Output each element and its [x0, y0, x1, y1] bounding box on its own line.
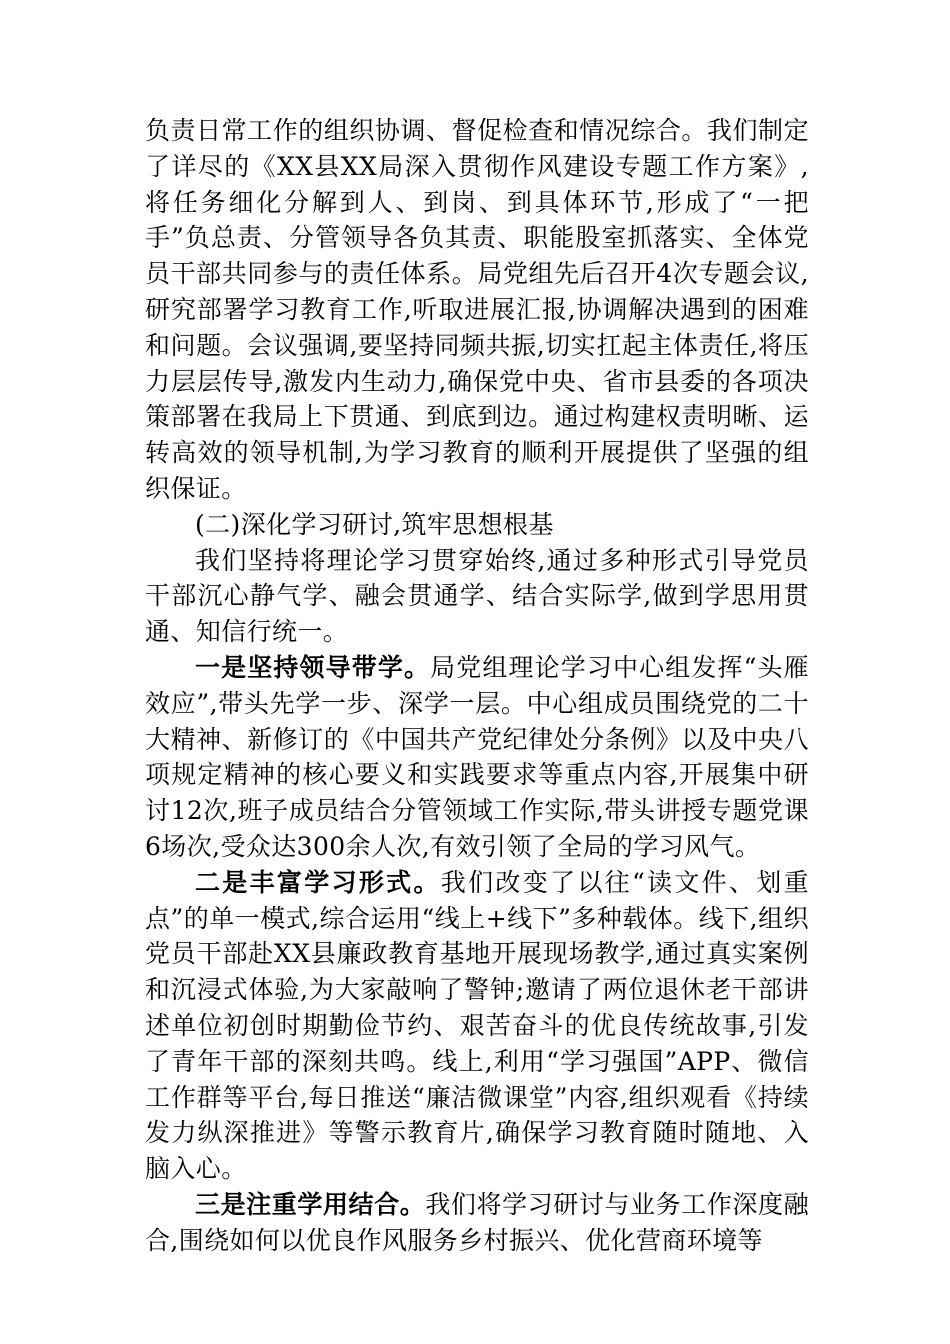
paragraph-theory-study	[145, 543, 809, 650]
paragraph-study-forms	[145, 865, 809, 1187]
paragraph-text: 我们将学习研讨与业务工作深度融合,围绕如何以优良作风服务乡村振兴、优化营商环境等	[145, 1189, 809, 1255]
section-heading-text: (二)深化学习研讨,筑牢思想根基	[195, 509, 554, 539]
paragraph-lead: 一是坚持领导带学。	[195, 652, 431, 682]
paragraph-lead: 二是丰富学习形式。	[195, 867, 441, 897]
paragraph-study-application	[145, 1187, 809, 1259]
document-page	[145, 113, 809, 1259]
paragraph-text: 我们改变了以往“读文件、划重点”的单一模式,综合运用“线上+线下”多种载体。线下,组织党员干部赴XX县廉政教育基地开展现场教学,通过真实案例和沉浸式体验,为大家敲响了警钟;邀请了两位退休老干部讲述单位初创时期勤俭节约、艰苦奋斗的优良传统故事,引发了青年干部的深刻共鸣。线上,利用“学习强国”APP、微信工作群等平台,每日推送“廉洁微课堂”内容,组织观看《持续发力纵深推进》等警示教育片,确保学习教育随时随地、入脑入心。	[145, 867, 809, 1184]
paragraph-text: 负责日常工作的组织协调、督促检查和情况综合。我们制定了详尽的《XX县XX局深入贯彻作风建设专题工作方案》,将任务细化分解到人、到岗、到具体环节,形成了“一把手”负总责、分管领导各负其责、职能股室抓落实、全体党员干部共同参与的责任体系。局党组先后召开4次专题会议,研究部署学习教育工作,听取进展汇报,协调解决遇到的困难和问题。会议强调,要坚持同频共振,切实扛起主体责任,将压力层层传导,激发内生动力,确保党中央、省市县委的各项决策部署在我局上下贯通、到底到边。通过构建权责明晰、运转高效的领导机制,为学习教育的顺利开展提供了坚强的组织保证。	[145, 116, 809, 503]
paragraph-text: 局党组理论学习中心组发挥“头雁效应”,带头先学一步、深学一层。中心组成员围绕党的二十大精神、新修订的《中国共产党纪律处分条例》以及中央八项规定精神的核心要义和实践要求等重点内容,开展集中研讨12次,班子成员结合分管领域工作实际,带头讲授专题党课6场次,受众达300余人次,有效引领了全局的学习风气。	[145, 652, 809, 861]
section-heading	[145, 507, 809, 543]
paragraph-text: 我们坚持将理论学习贯穿始终,通过多种形式引导党员干部沉心静气学、融会贯通学、结合实际学,做到学思用贯通、知信行统一。	[145, 545, 809, 647]
paragraph-lead: 三是注重学用结合。	[195, 1189, 426, 1219]
paragraph-responsibility-system	[145, 113, 809, 507]
paragraph-leader-study	[145, 650, 809, 865]
